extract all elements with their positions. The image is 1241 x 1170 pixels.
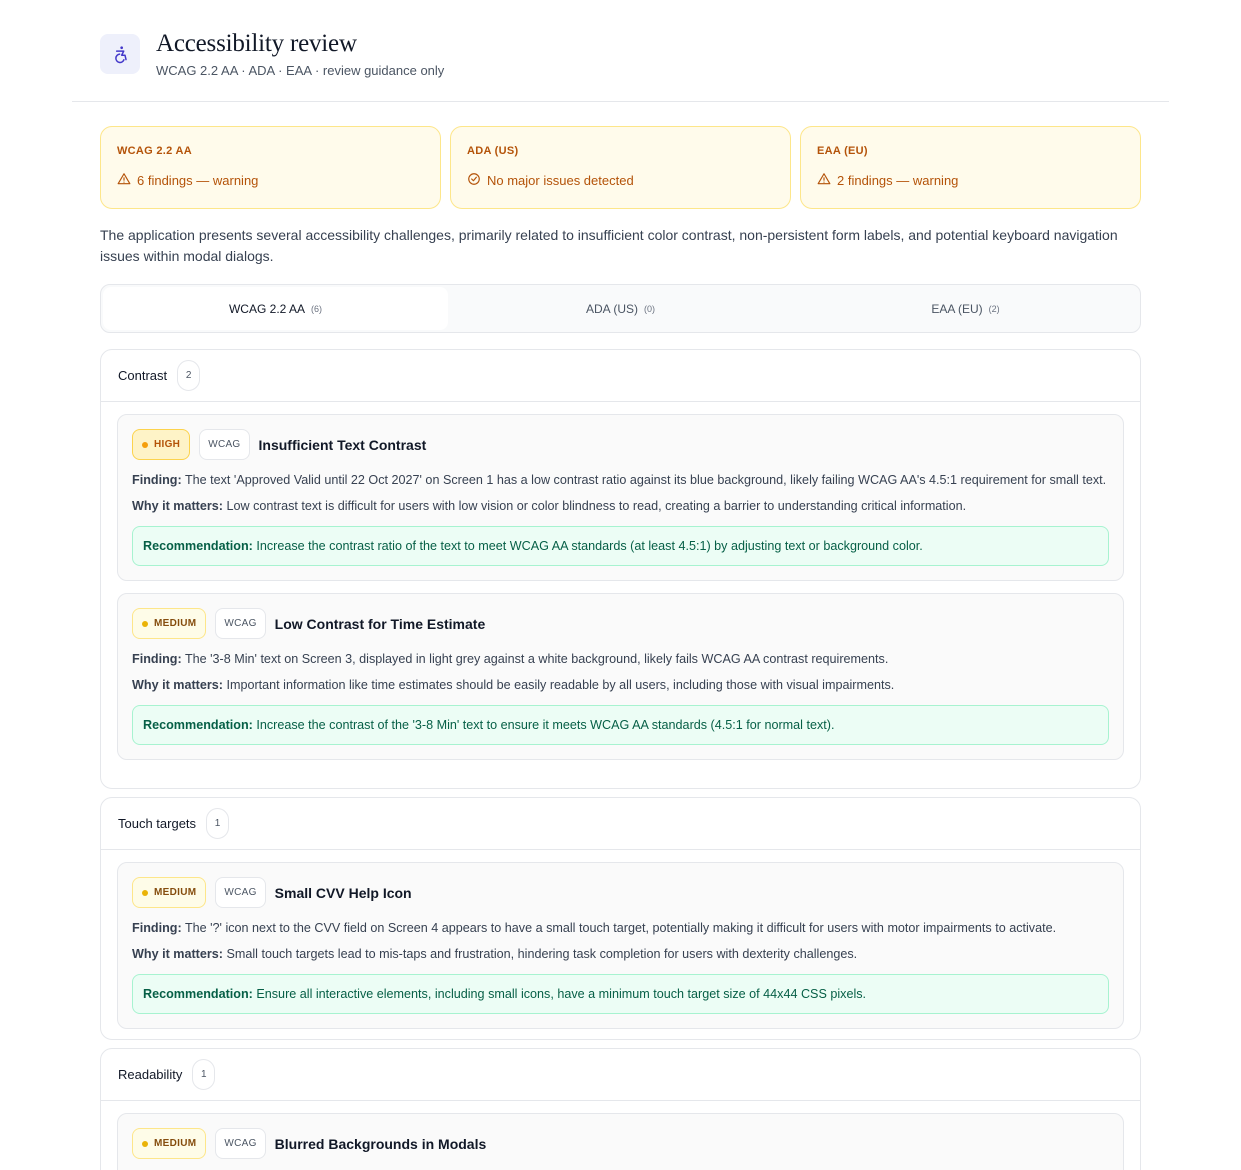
- finding-label: Finding:: [132, 652, 182, 666]
- standard-tabs: [100, 284, 1141, 333]
- tab-label: ADA (US): [585, 301, 638, 316]
- finding-card: [117, 593, 1124, 760]
- section-count-badge: 2: [177, 360, 200, 391]
- warning-triangle-icon: [117, 172, 131, 189]
- section-title: Touch targets: [118, 816, 197, 831]
- finding-title: Low Contrast for Time Estimate: [274, 615, 486, 632]
- why-label: Why it matters:: [132, 499, 223, 513]
- status-card-label: WCAG 2.2 AA: [117, 145, 193, 157]
- status-card-ada: [450, 126, 791, 209]
- summary-text: The application presents several accessibility challenges, primarily related to insufficient color contrast, non-persistent form labels, and potential keyboard navigation issues within modal dialogs.: [100, 227, 1118, 264]
- severity-badge: [132, 608, 206, 639]
- section-touch-targets: [100, 797, 1141, 1040]
- status-card-text: 6 findings — warning: [137, 173, 259, 188]
- section-header[interactable]: [101, 1049, 1140, 1101]
- severity-label: MEDIUM: [154, 887, 197, 898]
- severity-badge: [132, 429, 190, 460]
- section-contrast: [100, 349, 1141, 789]
- why-description: Low contrast text is difficult for users with low vision or color blindness to read, creating a barrier to understanding critical information.: [226, 499, 967, 513]
- finding-card: [117, 862, 1124, 1029]
- standard-badge: WCAG: [199, 429, 249, 460]
- section-title: Contrast: [118, 368, 168, 383]
- recommendation-label: Recommendation:: [143, 987, 253, 1001]
- recommendation-text: Ensure all interactive elements, including small icons, have a minimum touch target size of 44x44 CSS pixels.: [256, 987, 867, 1001]
- finding-label: Finding:: [132, 473, 182, 487]
- recommendation-box: [132, 974, 1109, 1014]
- recommendation-label: Recommendation:: [143, 539, 253, 553]
- warning-triangle-icon: [817, 172, 831, 189]
- finding-card: [117, 1113, 1124, 1170]
- standard-badge: WCAG: [215, 1128, 265, 1159]
- finding-title: Small CVV Help Icon: [274, 884, 412, 901]
- why-text: [132, 496, 1109, 516]
- status-card-label: ADA (US): [467, 145, 519, 157]
- recommendation-box: [132, 705, 1109, 745]
- severity-badge: [132, 877, 206, 908]
- tab-ada[interactable]: [448, 287, 793, 330]
- tab-label: EAA (EU): [931, 301, 983, 316]
- why-description: Important information like time estimates should be easily readable by all users, including those with visual impairments.: [226, 678, 895, 692]
- tab-eaa[interactable]: [793, 287, 1138, 330]
- page-header: [72, 0, 1169, 102]
- why-description: Small touch targets lead to mis-taps and frustration, hindering task completion for users with dexterity challenges.: [226, 947, 858, 961]
- finding-description: The text 'Approved Valid until 22 Oct 2027' on Screen 1 has a low contrast ratio against its blue background, likely failing WCAG AA's 4.5:1 requirement for small text.: [184, 473, 1107, 487]
- finding-title: Insufficient Text Contrast: [258, 436, 427, 453]
- why-label: Why it matters:: [132, 678, 223, 692]
- status-card-text: No major issues detected: [487, 173, 634, 188]
- recommendation-box: [132, 526, 1109, 566]
- why-label: Why it matters:: [132, 947, 223, 961]
- severity-label: MEDIUM: [154, 618, 197, 629]
- finding-title: Blurred Backgrounds in Modals: [274, 1135, 487, 1152]
- check-circle-icon: [467, 172, 481, 189]
- status-card-label: EAA (EU): [817, 145, 868, 157]
- section-header[interactable]: [101, 350, 1140, 402]
- why-text: [132, 675, 1109, 695]
- status-cards: [100, 126, 1141, 209]
- severity-label: HIGH: [154, 439, 181, 450]
- recommendation-text: Increase the contrast ratio of the text to meet WCAG AA standards (at least 4.5:1) by adjusting text or background color.: [256, 539, 923, 553]
- finding-card: [117, 414, 1124, 581]
- standard-badge: WCAG: [215, 608, 265, 639]
- finding-description: The '3-8 Min' text on Screen 3, displayed in light grey against a white background, likely fails WCAG AA contrast requirements.: [184, 652, 889, 666]
- severity-dot: [142, 890, 148, 896]
- recommendation-text: Increase the contrast of the '3-8 Min' text to ensure it meets WCAG AA standards (4.5:1 for normal text).: [256, 718, 835, 732]
- severity-dot: [142, 442, 148, 448]
- tab-count: (2): [988, 303, 1000, 314]
- recommendation-label: Recommendation:: [143, 718, 253, 732]
- section-readability: [100, 1048, 1141, 1170]
- page-subtitle: WCAG 2.2 AA · ADA · EAA · review guidance only: [156, 63, 445, 78]
- section-header[interactable]: [101, 798, 1140, 850]
- tab-wcag[interactable]: [103, 287, 448, 330]
- finding-description: The '?' icon next to the CVV field on Screen 4 appears to have a small touch target, potentially making it difficult for users with motor impairments to activate.: [184, 921, 1057, 935]
- section-count-badge: 1: [192, 1059, 215, 1090]
- status-card-wcag: [100, 126, 441, 209]
- severity-label: MEDIUM: [154, 1138, 197, 1149]
- status-card-text: 2 findings — warning: [837, 173, 959, 188]
- page-title: Accessibility review: [156, 30, 357, 57]
- standard-badge: WCAG: [215, 877, 265, 908]
- section-title: Readability: [118, 1067, 183, 1082]
- finding-text: [132, 918, 1109, 938]
- tab-count: (6): [311, 303, 323, 314]
- section-count-badge: 1: [206, 808, 229, 839]
- severity-dot: [142, 621, 148, 627]
- finding-text: [132, 649, 1109, 669]
- finding-label: Finding:: [132, 921, 182, 935]
- tab-count: (0): [644, 303, 655, 314]
- tab-label: WCAG 2.2 AA: [228, 301, 306, 316]
- accessibility-icon: [100, 34, 140, 74]
- status-card-eaa: [800, 126, 1141, 209]
- why-text: [132, 944, 1109, 964]
- finding-text: [132, 470, 1109, 490]
- severity-dot: [142, 1141, 148, 1147]
- severity-badge: [132, 1128, 206, 1159]
